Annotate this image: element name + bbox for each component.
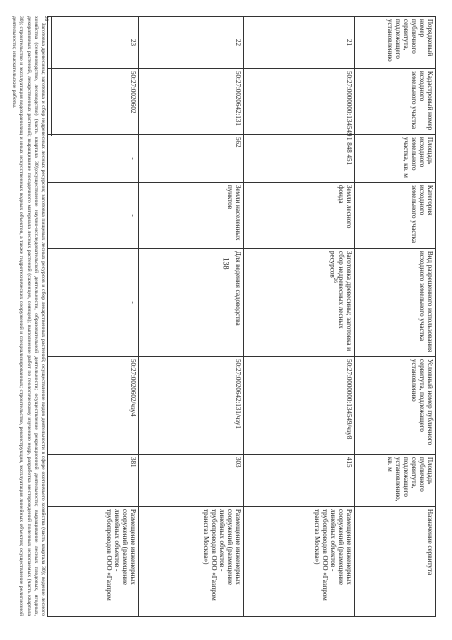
- land-category: Земли лесного фонда: [244, 183, 355, 249]
- row-number: 22: [139, 17, 244, 69]
- cadastral-number: 50:27:0020602: [48, 69, 139, 135]
- header-cell: Площадь публичного сервитута, подлежащего установлению, кв. м: [355, 455, 436, 507]
- header-cell: Условный номер публичного сервитута, подлежащего установлению: [355, 357, 436, 455]
- cadastral-number: 50:27:0000000:134549: [244, 69, 355, 135]
- row-number: 23: [48, 17, 139, 69]
- servitude-purpose: Размещение инженерных сооружений (размещение линейных объектов - трубопроводов ООО «Газпром трансгаз Москва»): [244, 507, 355, 617]
- permitted-use: -: [48, 249, 139, 357]
- servitude-area: 415: [244, 455, 355, 507]
- permitted-use: Для ведения садоводства: [139, 249, 244, 357]
- table-row: [48, 17, 139, 617]
- servitude-purpose: Размещение инженерных сооружений (размещение линейных объектов - трубопроводов ООО «Газпром трансгаз Москва»): [139, 507, 244, 617]
- page-number: 138: [221, 257, 231, 270]
- header-cell: Площадь исходного земельного участка, кв. м: [355, 135, 436, 183]
- permitted-use-text: Заготовка древесины; заготовка и сбор недревесных лесных ресурсов: [328, 251, 353, 351]
- land-category: -: [48, 183, 139, 249]
- servitude-area: 303: [139, 455, 244, 507]
- footnote-separator: [51, 16, 52, 136]
- servitude-table: [47, 16, 436, 617]
- footnote: [10, 16, 48, 616]
- land-category: Земли населенных пунктов: [139, 183, 244, 249]
- header-cell: Категория исходного земельного участка: [355, 183, 436, 249]
- header-cell: Кадастровый номер исходного земельного участка: [355, 69, 436, 135]
- footnote-ref: 26: [331, 277, 337, 283]
- footnote-text: Заготовка древесины; заготовка и сбор недревесных лесных ресурсов; заготовка пищевых лесных ресурсов и сбор лекарственных растений; осуществление видов деятельности в сфере охотничьего хозяйства (часть квартала 30); ведение лесного хозяйства (семеноводство, лесоводство) (часть квартала 30);осуществление научно-исследовательской деятельности, образовательной деятельности; осуществление рекреационной деятельности; выращивание лесных плодовых, ягодных, декоративных растений, лекарственных растений; выращивание посадочного материала лесных растений (саженцев, сеянцев); выполнение работ по геологическому изучению недр, разработка месторождений полезных ископаемых (часть квартала 30); строительство и эксплуатация водохранилищ и иных искусственных водных объектов, а также гидротехнических сооружений и специализированных; строительство, реконструкция, эксплуатация линейных объектов; осуществление религиозной деятельности; изыскательские работы.: [11, 16, 47, 616]
- rotated-page-content: [11, 16, 436, 616]
- table-header-row: [355, 17, 436, 617]
- permitted-use: [244, 249, 355, 357]
- table-row: [139, 17, 244, 617]
- conditional-number: 50:27:0020642:131/чзу1: [139, 357, 244, 455]
- header-cell: Назначение сервитута: [355, 507, 436, 617]
- plot-area: 562: [139, 135, 244, 183]
- plot-area: -: [48, 135, 139, 183]
- servitude-area: 381: [48, 455, 139, 507]
- header-cell: Вид разрешенного использования исходного земельного участка: [355, 249, 436, 357]
- table-row: [244, 17, 355, 617]
- header-cell: Порядковый номер публичного сервитута, подлежащего установлению: [355, 17, 436, 69]
- footnote-mark: 26: [43, 16, 48, 21]
- plot-area: 1 848 451: [244, 135, 355, 183]
- row-number: 21: [244, 17, 355, 69]
- servitude-purpose: Размещение инженерных сооружений (размещение линейных объектов - трубопроводов ООО «Газпром: [48, 507, 139, 617]
- cadastral-number: 50:27:0020642:131: [139, 69, 244, 135]
- conditional-number: 50:27:0000000:134549/чзу8: [244, 357, 355, 455]
- conditional-number: 50:27:0020602/чзу4: [48, 357, 139, 455]
